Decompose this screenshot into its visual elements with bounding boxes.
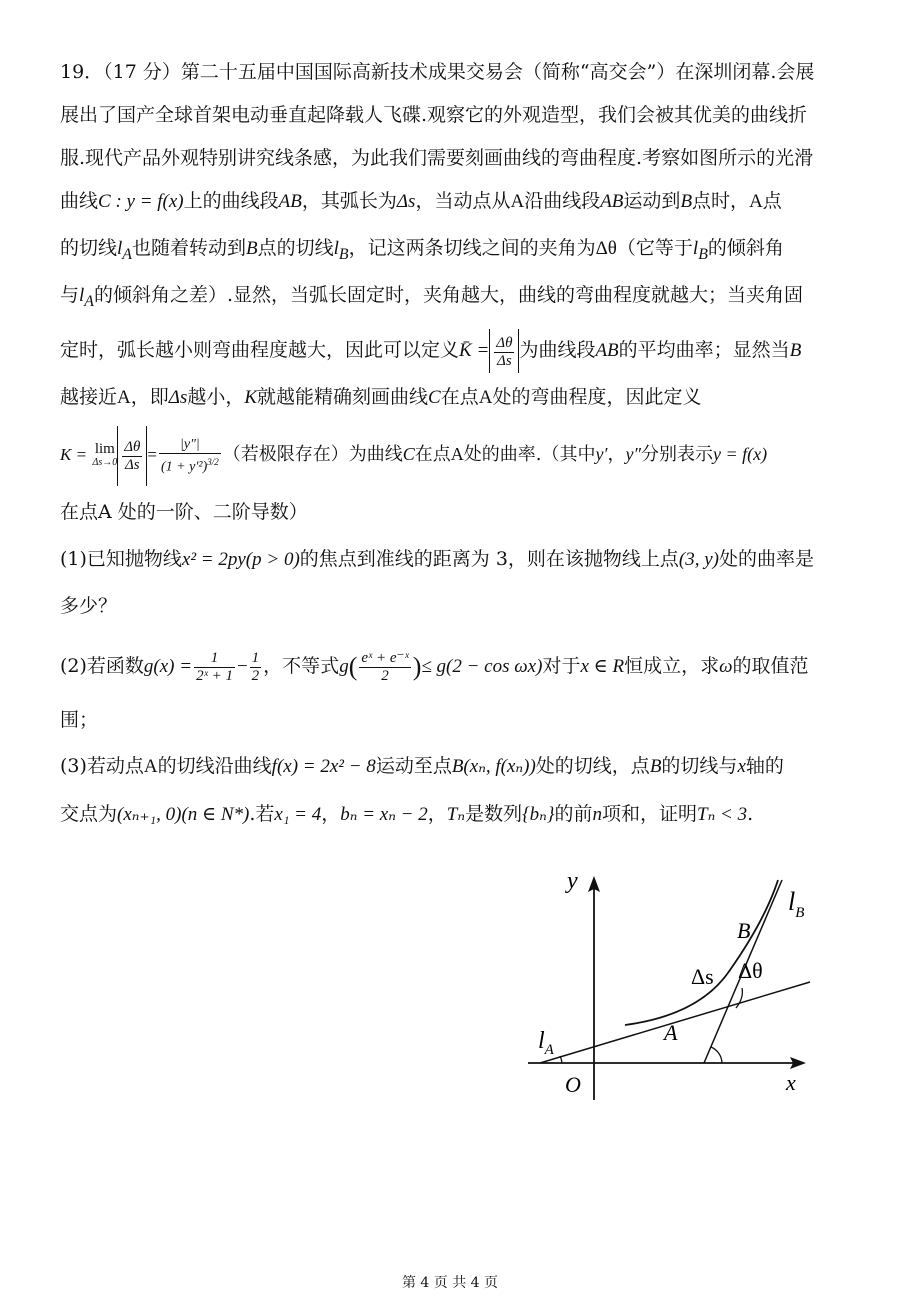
delta-theta-label: Δθ — [738, 958, 763, 983]
lB-label: $l_B$ — [788, 887, 805, 921]
abs-fraction: $\frac{\Delta\theta}{\Delta s}$ — [489, 329, 519, 373]
question-1-line-2: 多少？ — [60, 595, 118, 617]
problem-line-3: 服.现代产品外观特别讲究线条感，为此我们需要刻画曲线的弯曲程度.考察如图所示的光滑 — [60, 147, 814, 169]
curvature-figure — [515, 860, 835, 1110]
problem-line-5: 的切线$l_A$也随着转动到B点的切线$l_B$，记这两条切线之间的夹角为Δθ（它等于$l_B$的倾斜角 — [60, 237, 784, 263]
problem-line-7: 定时，弧长越小则弯曲程度越大，因此可以定义K̄ = $\frac{\Delta\theta}{\Delta s}$ 为曲线段AB的平均曲率；显然当B — [60, 328, 840, 373]
limit-operator: lim Δs→0 — [92, 440, 118, 468]
question-2-line-2: 围； — [60, 709, 99, 731]
curve-C — [625, 880, 778, 1025]
point-B-label: B — [737, 918, 751, 943]
problem-line-1: 19．（17 分）第二十五届中国国际高新技术成果交易会（简称“高交会”）在深圳闭幕.会展 — [60, 61, 815, 83]
angle-arc-dtheta — [736, 988, 742, 1008]
lA-label: $l_A$ — [538, 1028, 554, 1058]
question-3-line-1: (3)若动点A的切线沿曲线f(x) = 2x² − 8运动至点B(xₙ, f(xₙ))处的切线，点B的切线与x轴的 — [60, 755, 784, 777]
curvature-fraction: $\frac{|y''|}{(1 + y'^2)^{3/2}}$ — [161, 436, 219, 475]
curvature-formula-line: K = lim Δs→0 $\frac{\Delta\theta}{\Delta s}$ = $\frac{|y''|}{(1 + y'^2)^{3/2}}$ （若极限存在）为曲线C在点A处的曲率.（其中y′，y″分别表示y = f(x) — [60, 424, 840, 486]
problem-line-2: 展出了国产全球首架电动垂直起降载人飞碟.观察它的外观造型，我们会被其优美的曲线折 — [60, 104, 808, 126]
question-2-line-1: (2)若函数g(x) = $\frac{1}{\text{2ˣ + 1}}$ − $\frac{1}{2}$ ，不等式g( $\frac{\text{eˣ + e⁻ˣ}}{2}$ )≤ g(2 − cos ωx)对于x ∈ R恒成立，求ω的取值范 — [60, 649, 809, 684]
delta-s-label: Δs — [691, 964, 714, 989]
question-1-line-1: (1)已知抛物线x² = 2py(p > 0)的焦点到准线的距离为 3，则在该抛物线上点(3, y)处的曲率是 — [60, 548, 815, 570]
origin-label: O — [565, 1072, 581, 1097]
x-axis-label: x — [786, 1070, 796, 1095]
question-3-line-2: 交点为(xₙ₊₁, 0)(n ∈ N*).若x₁ = 4，bₙ = xₙ − 2，Tₙ是数列{bₙ}的前n项和，证明Tₙ < 3. — [60, 803, 754, 825]
point-A-label: A — [664, 1020, 678, 1045]
angle-arc-B — [711, 1047, 722, 1063]
problem-line-4: 曲线C : y = f(x)上的曲线段AB，其弧长为Δs，当动点从A沿曲线段AB运动到B点时，A点 — [60, 190, 782, 212]
page-footer: 第 4 页 共 4 页 — [401, 1275, 499, 1291]
problem-line-6: 与$l_A$的倾斜角之差）.显然，当弧长固定时，夹角越大，曲线的弯曲程度就越大；当夹角固 — [60, 284, 804, 310]
y-axis-label: y — [567, 868, 578, 894]
problem-line-8: 越接近A，即Δs越小，K就越能精确刻画曲线C在点A处的弯曲程度，因此定义 — [60, 386, 702, 408]
problem-line-10: 在点A 处的一阶、二阶导数） — [60, 501, 308, 523]
